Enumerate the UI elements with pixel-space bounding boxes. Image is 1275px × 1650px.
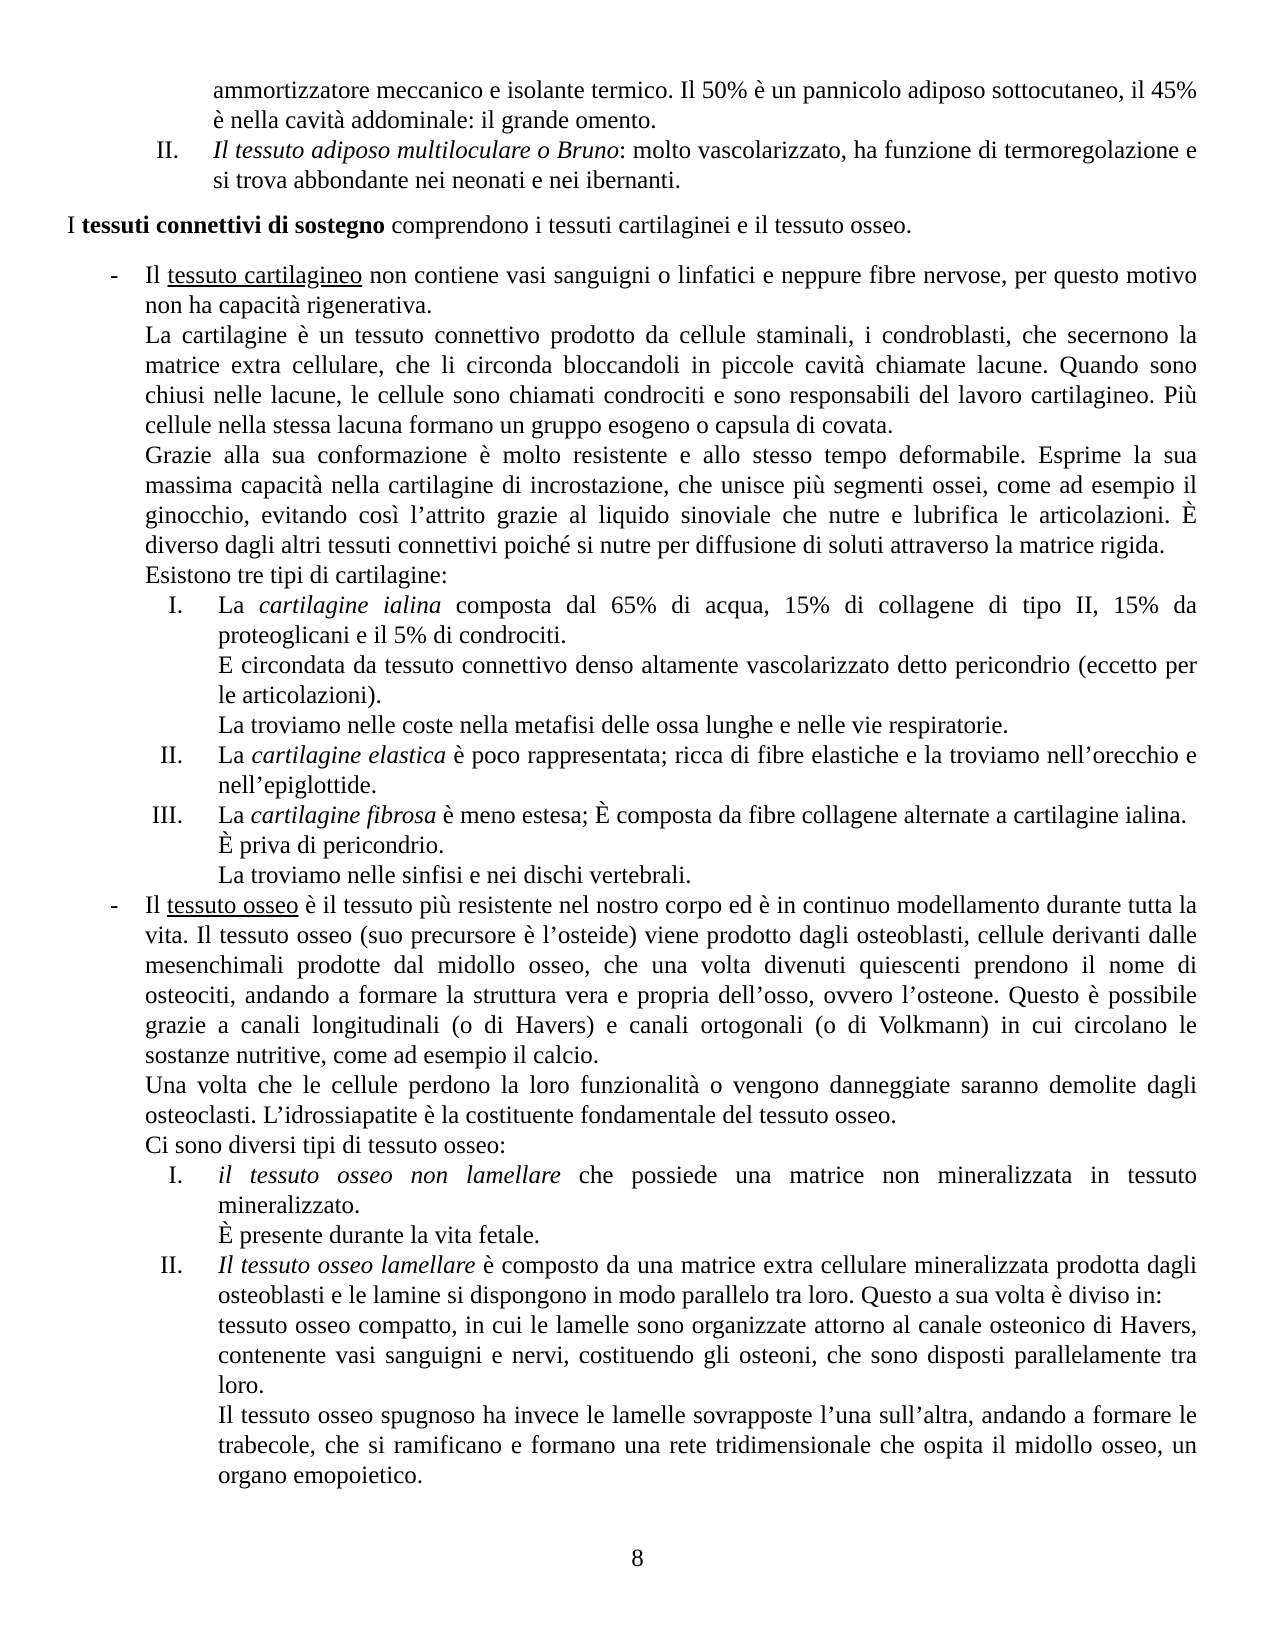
paragraph-cartilage-intro (145, 261, 1197, 321)
text-segment: composta dal 65% di acqua, 15% di collagene di tipo II, 15% da proteoglicani e il 5% di condrociti. (218, 592, 1198, 649)
paragraph-spongy-bone: Il tessuto osseo spugnoso ha invece le lamelle sovrapposte l’una sull’altra, andando a formare le trabecole, che si ramificano e formano una rete tridimensionale che ospita il midollo osseo, un organo emopoietico. (218, 1402, 1197, 1489)
paragraph-fibrous-location: La troviamo nelle sinfisi e nei dischi vertebrali. (218, 862, 692, 889)
term-cartilage-tissue: tessuto cartilagineo (167, 262, 363, 289)
paragraph-non-lamellar-fetal: È presente durante la vita fetale. (218, 1222, 541, 1249)
text-segment: Il (145, 892, 167, 919)
dash-marker: - (110, 892, 119, 919)
text-segment: comprendono i tessuti cartilaginei e il tessuto osseo. (385, 212, 913, 239)
dash-marker: - (110, 262, 119, 289)
roman-numeral-marker: I. (168, 592, 183, 619)
term-fibrous-cartilage: cartilagine fibrosa (250, 802, 437, 829)
roman-numeral-marker: II. (160, 1252, 183, 1279)
term-non-lamellar-bone: il tessuto osseo non lamellare (218, 1162, 561, 1189)
intro-paragraph (67, 211, 1197, 241)
paragraph-bone-osteoclasts: Una volta che le cellule perdono la loro funzionalità o vengono danneggiate saranno demolite dagli osteoclasti. L’idrossiapatite è la costituente fondamentale del tessuto osseo. (145, 1072, 1197, 1129)
text-segment: I (67, 212, 82, 239)
page-number: 8 (631, 1545, 644, 1572)
list-item-fibrous-cartilage (145, 801, 1197, 891)
paragraph-elastic (218, 741, 1197, 801)
paragraph-non-lamellar (218, 1161, 1197, 1221)
list-item-adipose-continuation (67, 76, 1197, 136)
paragraph-cartilage-cells: La cartilagine è un tessuto connettivo prodotto da cellule staminali, i condroblasti, che secernono la matrice extra cellulare, che li circonda bloccandoli in piccole cavità chiamate lacune. Quando sono chiusi nelle lacune, le cellule sono chiamati condrociti e sono responsabili del lavoro cartilagineo. Più cellule nella stessa lacuna formano un gruppo esogeno o capsula di covata. (145, 322, 1197, 439)
paragraph-fibrous-perichondrium: È priva di pericondrio. (218, 832, 445, 859)
list-item-non-lamellar-bone (145, 1161, 1197, 1251)
term-bone-tissue: tessuto osseo (166, 892, 299, 919)
paragraph-cartilage-types-lead: Esistono tre tipi di cartilagine: (145, 562, 448, 589)
paragraph-fibrous (218, 801, 1197, 831)
text-segment: : molto vascolarizzato, ha funzione di termoregolazione e si trova abbondante nei neonati e nei ibernanti. (213, 137, 1197, 194)
text-segment: che possiede una matrice non mineralizzata in tessuto mineralizzato. (218, 1162, 1198, 1219)
paragraph-adipose-white: ammortizzatore meccanico e isolante termico. Il 50% è un pannicolo adiposo sottocutaneo, il 45% è nella cavità addominale: il grande omento. (213, 77, 1197, 134)
term-lamellar-bone: Il tessuto osseo lamellare (218, 1252, 476, 1279)
text-segment: La (218, 802, 251, 829)
paragraph-hyaline-perichondrium: E circondata da tessuto connettivo denso altamente vascolarizzato detto pericondrio (eccetto per le articolazioni). (218, 652, 1197, 709)
paragraph-hyaline-location: La troviamo nelle coste nella metafisi delle ossa lunghe e nelle vie respiratorie. (218, 712, 1009, 739)
text-segment: La (218, 742, 252, 769)
list-item-adipose-brown (67, 136, 1197, 196)
text-segment: è poco rappresentata; ricca di fibre elastiche e la troviamo nell’orecchio e nell’epiglottide. (218, 742, 1197, 799)
text-segment: non contiene vasi sanguigni o linfatici e neppure fibre nervose, per questo motivo non ha capacità rigenerativa. (145, 262, 1197, 319)
term-adipose-brown: Il tessuto adiposo multiloculare o Bruno (213, 137, 620, 164)
text-segment: è composto da una matrice extra cellulare mineralizzata prodotta dagli osteoblasti e le lamine si dispongono in modo parallelo tra loro. Questo a sua volta è diviso in: (218, 1252, 1197, 1309)
roman-numeral-marker: I. (168, 1162, 183, 1189)
paragraph-adipose-brown (213, 136, 1197, 196)
paragraph-bone-intro (145, 891, 1197, 1071)
roman-numeral-marker: II. (160, 742, 183, 769)
document-content (67, 76, 1197, 1491)
bullet-cartilage-tissue (67, 261, 1197, 891)
paragraph-cartilage-properties: Grazie alla sua conformazione è molto resistente e allo stesso tempo deformabile. Esprime la sua massima capacità nella cartilagine di incrostazione, che unisce più segmenti ossei, come ad esempio il ginocchio, evitando così l’attrito grazie al liquido sinoviale che nutre e lubrifica le articolazioni. È diverso dagli altri tessuti connettivi poiché si nutre per diffusione di soluti attraverso la matrice rigida. (145, 442, 1197, 559)
text-segment: è il tessuto più resistente nel nostro corpo ed è in continuo modellamento durante tutta la vita. Il tessuto osseo (suo precursore è l’osteide) viene prodotto dagli osteoblasti, cellule derivanti dalle mesenchimali prodotte dal midollo osseo, che una volta divenuti quiescenti prendono il nome di osteociti, andando a formare la struttura vera e propria dell’osso, ovvero l’osteone. Questo è possibile grazie a canali longitudinali (o di Havers) e canali ortogonali (o di Volkmann) in cui circolano le sostanze nutritive, come ad esempio il calcio. (145, 892, 1198, 1069)
term-connective-support-tissues: tessuti connettivi di sostegno (81, 212, 386, 239)
paragraph-lamellar (218, 1251, 1197, 1311)
list-item-hyaline-cartilage (145, 591, 1197, 741)
paragraph-compact-bone: tessuto osseo compatto, in cui le lamelle sono organizzate attorno al canale osteonico di Havers, contenente vasi sanguigni e nervi, costituendo gli osteoni, che sono disposti parallelamente tra loro. (218, 1312, 1197, 1399)
text-segment: La (218, 592, 259, 619)
paragraph-bone-types-lead: Ci sono diversi tipi di tessuto osseo: (145, 1132, 507, 1159)
term-hyaline-cartilage: cartilagine ialina (258, 592, 442, 619)
list-item-elastic-cartilage (145, 741, 1197, 801)
list-item-lamellar-bone (145, 1251, 1197, 1491)
text-segment: è meno estesa; È composta da fibre collagene alternate a cartilagine ialina. (436, 802, 1187, 829)
text-segment: Il (145, 262, 168, 289)
bullet-bone-tissue (67, 891, 1197, 1491)
roman-numeral-marker: III. (151, 802, 183, 829)
term-elastic-cartilage: cartilagine elastica (251, 742, 447, 769)
roman-numeral-marker: II. (156, 137, 179, 164)
paragraph-hyaline (218, 591, 1197, 651)
